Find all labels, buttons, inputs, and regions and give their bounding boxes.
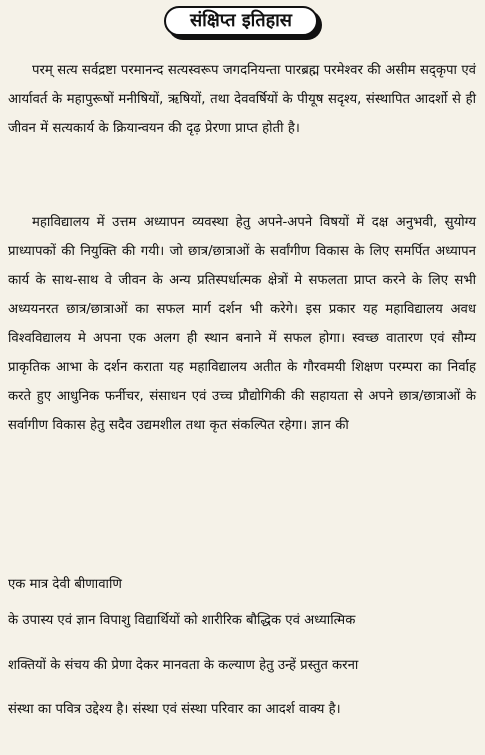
text-line-motto: संस्था का पवित्र उद्देश्य है। संस्था एवं संस्था परिवार का आदर्श वाक्य है। (8, 702, 341, 717)
paragraph-history-intro (8, 56, 476, 143)
paragraph-text: परम् सत्य सर्वद्रष्टा परमानन्द सत्यस्वरूप जगदनियन्ता पारब्रह्म परमेश्वर की असीम सद्कृपा एवं आर्यावर्त के महापुरूषों मनीषियों, ऋषियों, तथा देववर्षियों के पीयूष सदृश्य, संस्थापित आदर्शो से ही जीवन में सत्यकार्य के क्रियान्वयन की दृढ़ प्रेरणा प्राप्त होती है। (8, 63, 476, 136)
text-line-students: के उपास्य एवं ज्ञान विपाशु विद्यार्थियों को शारीरिक बौद्धिक एवं अध्यात्मिक (8, 613, 356, 628)
text-line-goddess: एक मात्र देवी बीणावाणि (8, 577, 122, 592)
title-badge (164, 6, 324, 42)
paragraph-text: महाविद्यालय में उत्तम अध्यापन व्यवस्था हेतु अपने-अपने विषयों में दक्ष अनुभवी, सुयोग्य प्राध्यापकों की नियुक्ति की गयी। जो छात्र/छात्राओं के सर्वांगीण विकास के लिए समर्पित अध्यापन कार्य के साथ-साथ वे जीवन के अन्य प्रतिस्पर्धात्मक क्षेत्रों मे सफलता प्राप्त करने के लिए सभी अध्ययनरत छात्र/छात्राओं का सफल मार्ग दर्शन भी करेगे। इस प्रकार यह महाविद्यालय अवध विश्वविद्यालय मे अपना एक अलग ही स्थान बनाने में सफल होगा। स्वच्छ वातारण एवं सौम्य प्राकृतिक आभा के दर्शन कराता यह महाविद्यालय अतीत के गौरवमयी शिक्षण परम्परा का निर्वाह करते हुए आधुनिक फर्नीचर, संसाधन एवं उच्च प्रौद्योगिकी की सहायता से अपने छात्र/छात्राओं के सर्वागीण विकास हेतु सदैव उद्यमशील तथा कृत संकल्पित रहेगा। ज्ञान की (8, 215, 477, 433)
paragraph-college-description (8, 208, 476, 440)
text-line-powers: शक्तियों के संचय की प्रेणा देकर मानवता के कल्याण हेतु उन्हें प्रस्तुत करना (8, 658, 359, 673)
page-title: संक्षिप्त इतिहास (164, 6, 318, 36)
